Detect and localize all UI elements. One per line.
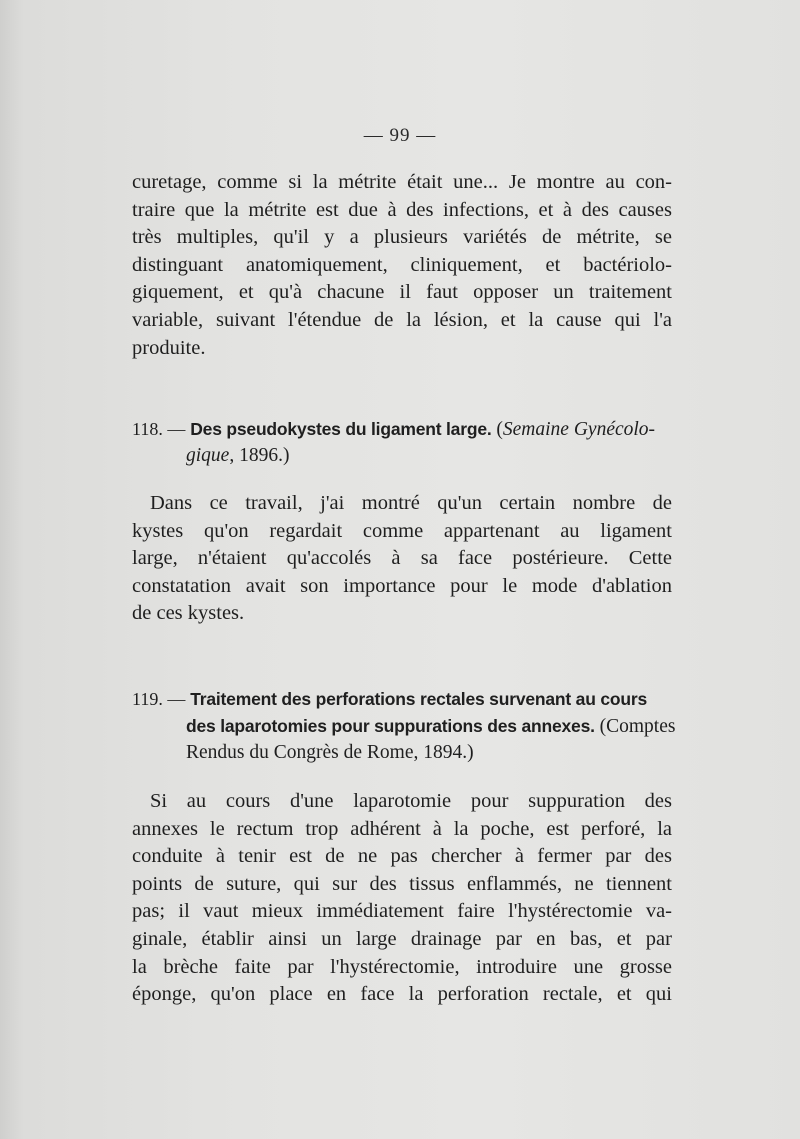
entry-number: 118. — [132, 419, 186, 439]
text-line: constatation avait son importance pour le mode d'ablation [132, 574, 672, 597]
entry-118-heading [132, 416, 672, 469]
text-line: points de suture, qui sur des tissus enflammés, ne tiennent [132, 872, 672, 895]
text-line: traire que la métrite est due à des infections, et à des causes [132, 198, 672, 221]
text-line: pas; il vaut mieux immédiatement faire l'hystérectomie va- [132, 900, 672, 923]
text-line: de ces kystes. [132, 602, 245, 625]
text-line: éponge, qu'on place en face la perforation rectale, et qui [132, 983, 672, 1006]
intro-paragraph [132, 169, 672, 362]
source-open: ( [496, 419, 503, 440]
page-number: — 99 — [363, 125, 437, 146]
entry-title: Traitement des perforations rectales survenant au cours [190, 689, 648, 709]
source-journal-cont: gique [186, 445, 230, 466]
text-line: annexes le rectum trop adhérent à la poche, est perforé, la [132, 817, 672, 840]
text-line: produite. [132, 336, 206, 359]
entry-number: 119. — [132, 689, 186, 709]
source-year: , 1896.) [229, 445, 290, 466]
text-line: distinguant anatomiquement, cliniquement, et bactériolo- [132, 253, 672, 276]
source-text-cont: Rendus du Congrès de Rome, 1894.) [186, 742, 474, 763]
text-line: Si au cours d'une laparotomie pour suppuration des [150, 790, 672, 812]
text-line: conduite à tenir est de ne pas chercher à fermer par des [132, 845, 672, 868]
text-line: curetage, comme si la métrite était une... Je montre au con- [132, 171, 672, 193]
source-journal: Semaine Gynécolo- [502, 419, 656, 440]
text-line: giquement, et qu'à chacune il faut opposer un traitement [132, 281, 672, 304]
entry-title: Des pseudokystes du ligament large. [190, 419, 492, 439]
text-line: ginale, établir ainsi un large drainage par en bas, et par [132, 927, 672, 950]
entry-118-paragraph [132, 490, 672, 628]
text-line: kystes qu'on regardait comme appartenant au ligament [132, 519, 672, 542]
text-line: la brèche faite par l'hystérectomie, introduire une grosse [132, 955, 672, 978]
entry-title-cont: des laparotomies pour suppurations des annexes. [186, 716, 595, 736]
text-line: très multiples, qu'il y a plusieurs variétés de métrite, se [132, 226, 672, 249]
entry-119-heading [132, 686, 676, 766]
text-line: large, n'étaient qu'accolés à sa face postérieure. Cette [132, 547, 672, 570]
text-line: Dans ce travail, j'ai montré qu'un certain nombre de [150, 492, 672, 514]
source-text: (Comptes [599, 716, 676, 737]
entry-119-paragraph [132, 788, 672, 1009]
text-line: variable, suivant l'étendue de la lésion, et la cause qui l'a [132, 308, 672, 331]
